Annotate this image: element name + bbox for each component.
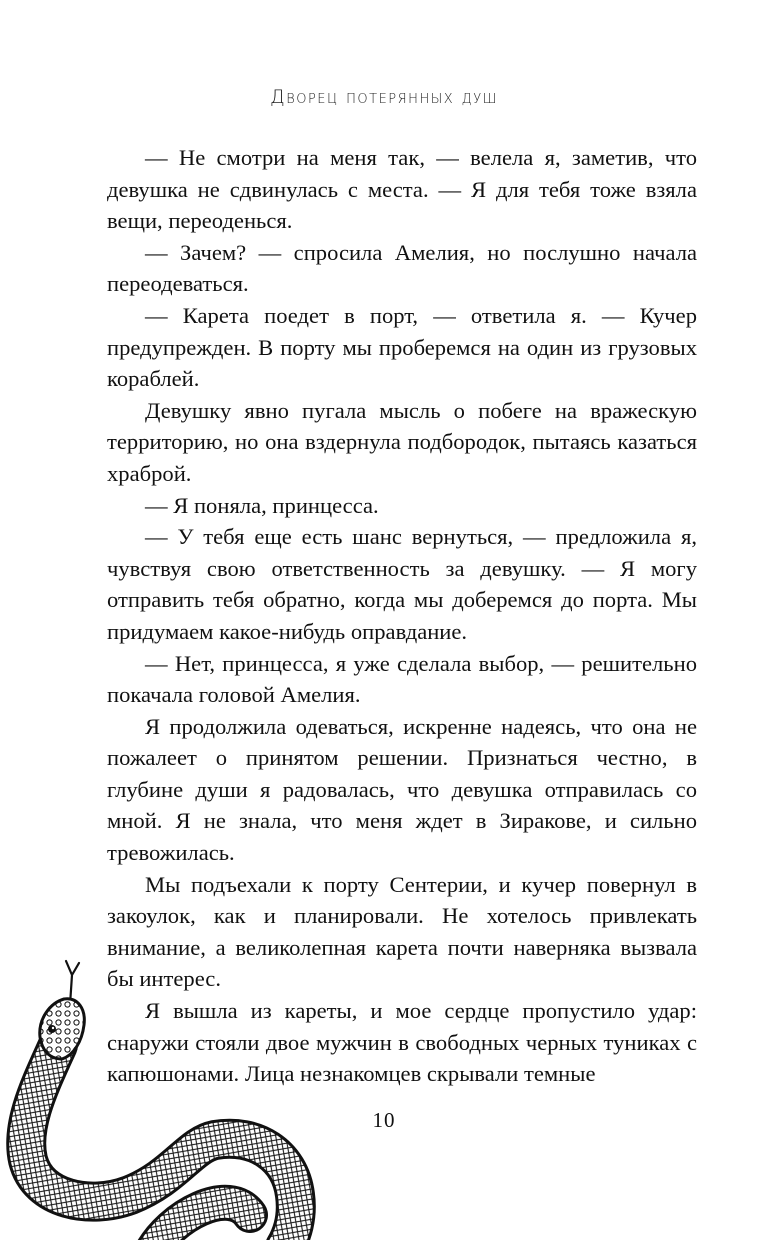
snake-illustration-icon bbox=[0, 955, 330, 1240]
paragraph: Мы подъехали к порту Сентерии, и кучер повернул в закоулок, как и планировали. Не хотелось привлекать внимание, а великолепная карета почти наверняка вызвала бы интерес. bbox=[107, 871, 697, 992]
running-head: Дворец потерянных душ bbox=[269, 86, 499, 108]
paragraph: — Зачем? — спросила Амелия, но послушно начала переодеваться. bbox=[107, 239, 697, 297]
paragraph: — Я поняла, принцесса. bbox=[145, 492, 379, 518]
paragraph: Я вышла из кареты, и мое сердце пропустило удар: снаружи стояли двое мужчин в свободных черных туниках с капюшонами. Лица незнакомцев скрывали темные bbox=[107, 998, 697, 1087]
paragraph: — Нет, принцесса, я уже сделала выбор, — решительно покачала головой Амелия. bbox=[107, 650, 697, 708]
paragraph: — Карета поедет в порт, — ответила я. — Кучер предупрежден. В порту мы проберемся на один из грузовых кораблей. bbox=[107, 302, 697, 392]
paragraph: Я продолжила одеваться, искренне надеясь, что она не пожалеет о принятом решении. Признаться честно, в глубине души я радовалась, что девушка отправилась со мной. Я не знала, что меня ждет в Зиракове, и сильно тревожилась. bbox=[107, 713, 697, 866]
body-text bbox=[107, 142, 697, 1090]
paragraph: — Не смотри на меня так, — велела я, заметив, что девушка не сдвинулась с места. — Я для тебя тоже взяла вещи, переоденься. bbox=[107, 145, 697, 234]
paragraph: Девушку явно пугала мысль о побеге на вражескую территорию, но она вздернула подбородок, пытаясь казаться храброй. bbox=[107, 397, 697, 486]
paragraph: — У тебя еще есть шанс вернуться, — предложила я, чувствуя свою ответственность за девушку. — Я могу отправить тебя обратно, когда мы доберемся до порта. Мы придумаем какое-нибудь оправдание. bbox=[107, 524, 697, 644]
page-number: 10 bbox=[372, 1108, 396, 1132]
